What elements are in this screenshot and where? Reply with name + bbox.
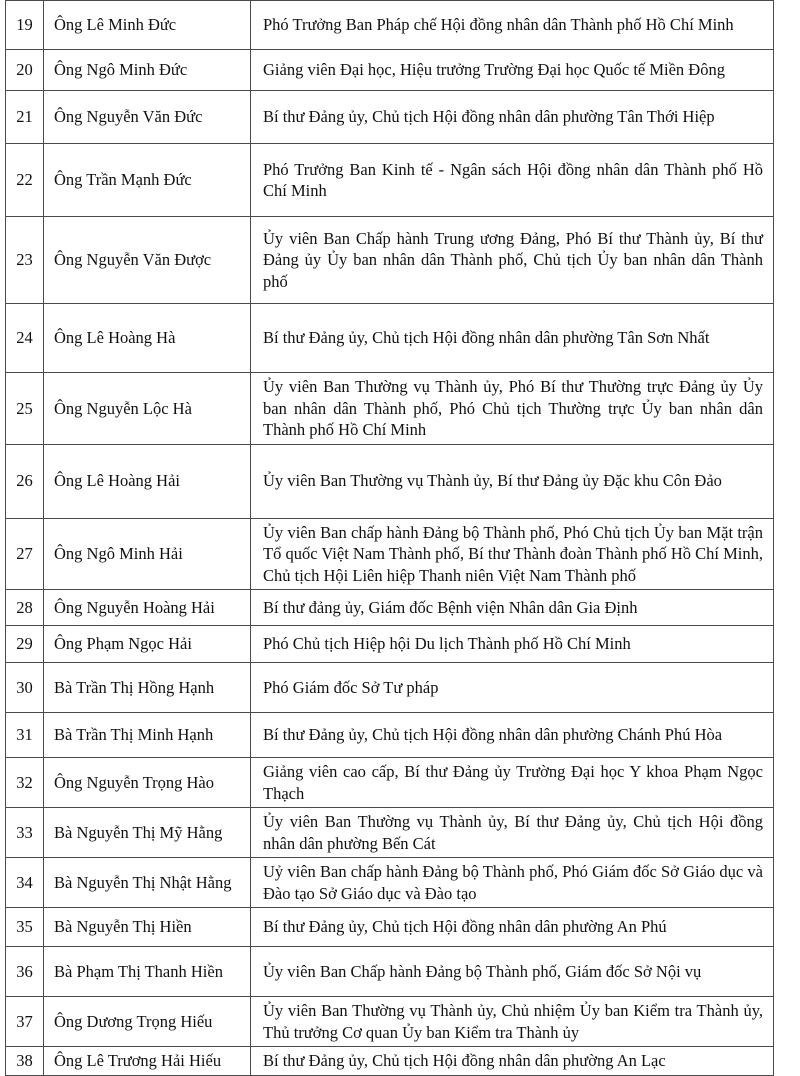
person-name-cell: Ông Phạm Ngọc Hải [44, 626, 251, 663]
row-number-cell: 30 [6, 663, 44, 713]
person-position-cell: Bí thư Đảng ủy, Chủ tịch Hội đồng nhân dân phường An Phú [251, 908, 774, 947]
row-number-cell: 37 [6, 997, 44, 1047]
person-position-cell: Bí thư Đảng ủy, Chủ tịch Hội đồng nhân dân phường Tân Thới Hiệp [251, 91, 774, 144]
person-name-cell: Ông Lê Minh Đức [44, 1, 251, 50]
table-row [6, 444, 774, 518]
person-name-cell: Ông Nguyễn Trọng Hào [44, 758, 251, 808]
person-position-cell: Ủy viên Ban Thường vụ Thành ủy, Phó Bí thư Thường trực Đảng ủy Ủy ban nhân dân Thành phố, Phó Chủ tịch Thường trực Ủy ban nhân dân Thành phố Hồ Chí Minh [251, 373, 774, 445]
row-number-cell: 20 [6, 50, 44, 91]
person-position-cell: Bí thư Đảng ủy, Chủ tịch Hội đồng nhân dân phường Tân Sơn Nhất [251, 304, 774, 373]
person-name-cell: Bà Nguyễn Thị Hiền [44, 908, 251, 947]
person-name-cell: Ông Nguyễn Lộc Hà [44, 373, 251, 445]
person-name-cell: Ông Lê Trương Hải Hiếu [44, 1047, 251, 1076]
person-position-cell: Giảng viên Đại học, Hiệu trưởng Trường Đại học Quốc tế Miền Đông [251, 50, 774, 91]
row-number-cell: 19 [6, 1, 44, 50]
table-row [6, 1047, 774, 1076]
person-name-cell: Bà Trần Thị Minh Hạnh [44, 713, 251, 758]
table-row [6, 713, 774, 758]
person-position-cell: Ủy viên Ban chấp hành Đảng bộ Thành phố, Phó Chủ tịch Ủy ban Mặt trận Tổ quốc Việt Nam Thành phố, Bí thư Thành đoàn Thành phố Hồ Chí Minh, Chủ tịch Hội Liên hiệp Thanh niên Việt Nam Thành phố [251, 518, 774, 590]
table-row [6, 663, 774, 713]
row-number-cell: 22 [6, 144, 44, 217]
table-row [6, 518, 774, 590]
person-name-cell: Ông Dương Trọng Hiếu [44, 997, 251, 1047]
person-name-cell: Ông Nguyễn Văn Được [44, 217, 251, 304]
personnel-table-body [6, 1, 774, 1076]
row-number-cell: 35 [6, 908, 44, 947]
personnel-table [5, 0, 774, 1076]
person-name-cell: Bà Phạm Thị Thanh Hiền [44, 947, 251, 997]
person-position-cell: Ủy viên Ban Thường vụ Thành ủy, Bí thư Đảng ủy, Chủ tịch Hội đồng nhân dân phường Bến Cát [251, 808, 774, 858]
table-row [6, 858, 774, 908]
person-name-cell: Ông Trần Mạnh Đức [44, 144, 251, 217]
table-row [6, 947, 774, 997]
person-name-cell: Ông Lê Hoàng Hà [44, 304, 251, 373]
person-name-cell: Ông Lê Hoàng Hải [44, 444, 251, 518]
person-position-cell: Ủy viên Ban Thường vụ Thành ủy, Chủ nhiệm Ủy ban Kiểm tra Thành ủy, Thủ trưởng Cơ quan Ủy ban Kiểm tra Thành ủy [251, 997, 774, 1047]
table-row [6, 373, 774, 445]
row-number-cell: 23 [6, 217, 44, 304]
person-name-cell: Bà Nguyễn Thị Nhật Hằng [44, 858, 251, 908]
person-name-cell: Ông Nguyễn Hoàng Hải [44, 590, 251, 626]
row-number-cell: 32 [6, 758, 44, 808]
row-number-cell: 36 [6, 947, 44, 997]
table-row [6, 626, 774, 663]
person-position-cell: Uỷ viên Ban chấp hành Đảng bộ Thành phố, Phó Giám đốc Sở Giáo dục và Đào tạo Sở Giáo dục và Đào tạo [251, 858, 774, 908]
person-position-cell: Ủy viên Ban Thường vụ Thành ủy, Bí thư Đảng ủy Đặc khu Côn Đảo [251, 444, 774, 518]
person-position-cell: Phó Trưởng Ban Kinh tế - Ngân sách Hội đồng nhân dân Thành phố Hồ Chí Minh [251, 144, 774, 217]
person-position-cell: Phó Chủ tịch Hiệp hội Du lịch Thành phố Hồ Chí Minh [251, 626, 774, 663]
table-row [6, 50, 774, 91]
person-position-cell: Bí thư Đảng ủy, Chủ tịch Hội đồng nhân dân phường An Lạc [251, 1047, 774, 1076]
person-name-cell: Ông Ngô Minh Hải [44, 518, 251, 590]
person-position-cell: Giảng viên cao cấp, Bí thư Đảng ủy Trường Đại học Y khoa Phạm Ngọc Thạch [251, 758, 774, 808]
person-name-cell: Bà Trần Thị Hồng Hạnh [44, 663, 251, 713]
person-name-cell: Bà Nguyễn Thị Mỹ Hằng [44, 808, 251, 858]
table-row [6, 217, 774, 304]
table-row [6, 1, 774, 50]
person-position-cell: Ủy viên Ban Chấp hành Trung ương Đảng, Phó Bí thư Thành ủy, Bí thư Đảng ủy Ủy ban nhân dân Thành phố, Chủ tịch Ủy ban nhân dân Thành phố [251, 217, 774, 304]
row-number-cell: 33 [6, 808, 44, 858]
person-position-cell: Phó Giám đốc Sở Tư pháp [251, 663, 774, 713]
table-row [6, 758, 774, 808]
person-position-cell: Bí thư Đảng ủy, Chủ tịch Hội đồng nhân dân phường Chánh Phú Hòa [251, 713, 774, 758]
row-number-cell: 26 [6, 444, 44, 518]
row-number-cell: 38 [6, 1047, 44, 1076]
row-number-cell: 27 [6, 518, 44, 590]
row-number-cell: 34 [6, 858, 44, 908]
table-row [6, 590, 774, 626]
person-position-cell: Phó Trưởng Ban Pháp chế Hội đồng nhân dân Thành phố Hồ Chí Minh [251, 1, 774, 50]
person-position-cell: Bí thư đảng ủy, Giám đốc Bệnh viện Nhân dân Gia Định [251, 590, 774, 626]
person-position-cell: Ủy viên Ban Chấp hành Đảng bộ Thành phố, Giám đốc Sở Nội vụ [251, 947, 774, 997]
person-name-cell: Ông Ngô Minh Đức [44, 50, 251, 91]
table-row [6, 144, 774, 217]
table-row [6, 808, 774, 858]
table-row [6, 908, 774, 947]
table-row [6, 997, 774, 1047]
row-number-cell: 25 [6, 373, 44, 445]
row-number-cell: 28 [6, 590, 44, 626]
table-row [6, 91, 774, 144]
row-number-cell: 21 [6, 91, 44, 144]
table-row [6, 304, 774, 373]
row-number-cell: 29 [6, 626, 44, 663]
row-number-cell: 31 [6, 713, 44, 758]
row-number-cell: 24 [6, 304, 44, 373]
person-name-cell: Ông Nguyễn Văn Đức [44, 91, 251, 144]
